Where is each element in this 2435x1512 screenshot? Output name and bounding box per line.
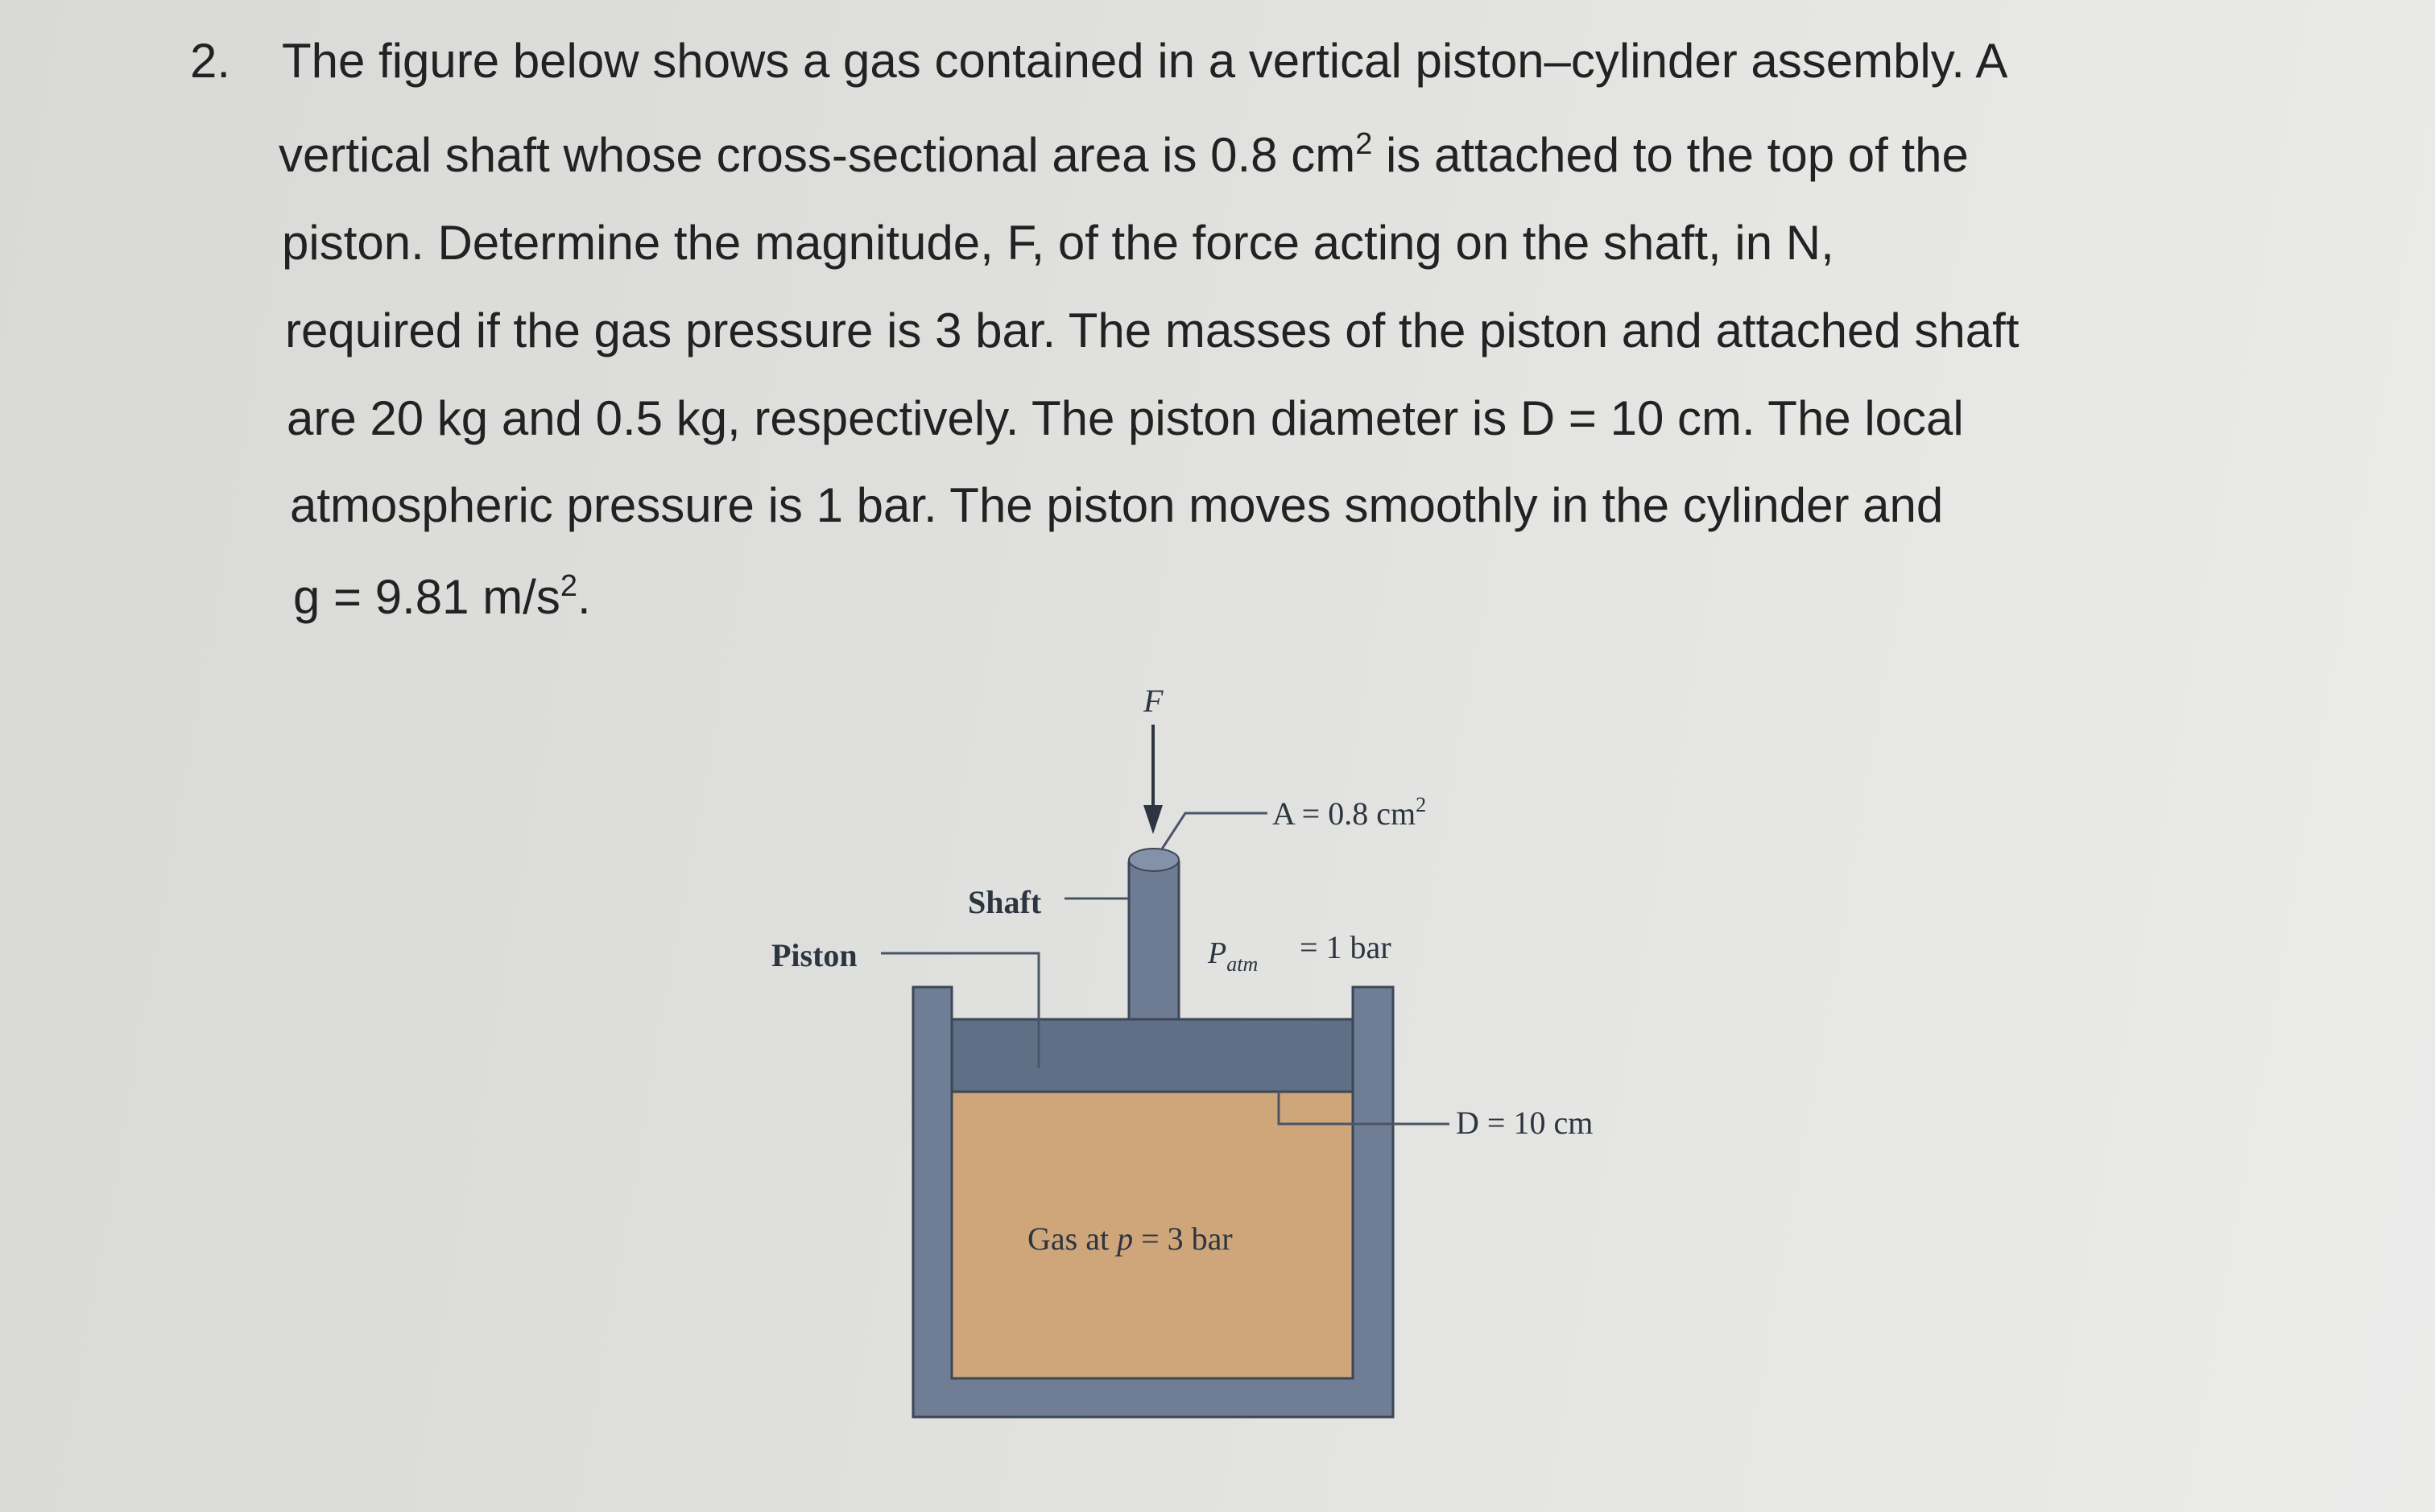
area-label-text: A = 0.8 cm xyxy=(1272,795,1416,832)
patm-label xyxy=(1207,936,1258,976)
force-label: F xyxy=(1143,683,1164,719)
shaft-label: Shaft xyxy=(968,884,1042,920)
gas-label-var: p xyxy=(1117,1221,1134,1257)
force-arrow-head xyxy=(1143,805,1163,834)
gas-label xyxy=(1027,1221,1233,1257)
problem-line-4-text: required if the gas pressure is 3 bar. The masses of the piston and attached shaft xyxy=(285,304,2020,357)
problem-line-5-text: are 20 kg and 0.5 kg, respectively. The piston diameter is D = 10 cm. The local xyxy=(287,391,1964,445)
problem-line-1-text: The figure below shows a gas contained in a vertical piston–cylinder assembly. A xyxy=(282,34,2008,88)
patm-symbol: P xyxy=(1208,936,1227,970)
gas-label-value: = 3 bar xyxy=(1133,1221,1233,1257)
problem-line-7-tail: . xyxy=(577,570,591,624)
area-leader-line xyxy=(1161,813,1267,850)
problem-line-7-sup: 2 xyxy=(560,569,577,603)
problem-line-7-text: g = 9.81 m/s xyxy=(293,570,560,624)
area-label xyxy=(1272,793,1426,832)
piston-label: Piston xyxy=(771,937,858,973)
problem-line-2-text: vertical shaft whose cross-sectional area is 0.8 cm xyxy=(279,128,1356,182)
shaft-top xyxy=(1129,849,1179,871)
diameter-label: D = 10 cm xyxy=(1456,1105,1594,1141)
piston xyxy=(952,1019,1353,1092)
patm-sub: atm xyxy=(1226,952,1259,976)
problem-number: 2. xyxy=(190,34,231,88)
problem-line-2-tail: is attached to the top of the xyxy=(1372,128,1969,182)
problem-line-6-text: atmospheric pressure is 1 bar. The piston moves smoothly in the cylinder and xyxy=(290,478,1944,532)
area-label-sup: 2 xyxy=(1416,793,1427,816)
problem-line-2-sup: 2 xyxy=(1355,127,1373,161)
shaft xyxy=(1129,852,1179,1019)
gas-label-prefix: Gas at xyxy=(1027,1221,1118,1257)
problem-line-3-text: piston. Determine the magnitude, F, of the force acting on the shaft, in N, xyxy=(282,216,1834,270)
patm-value: = 1 bar xyxy=(1300,929,1391,965)
